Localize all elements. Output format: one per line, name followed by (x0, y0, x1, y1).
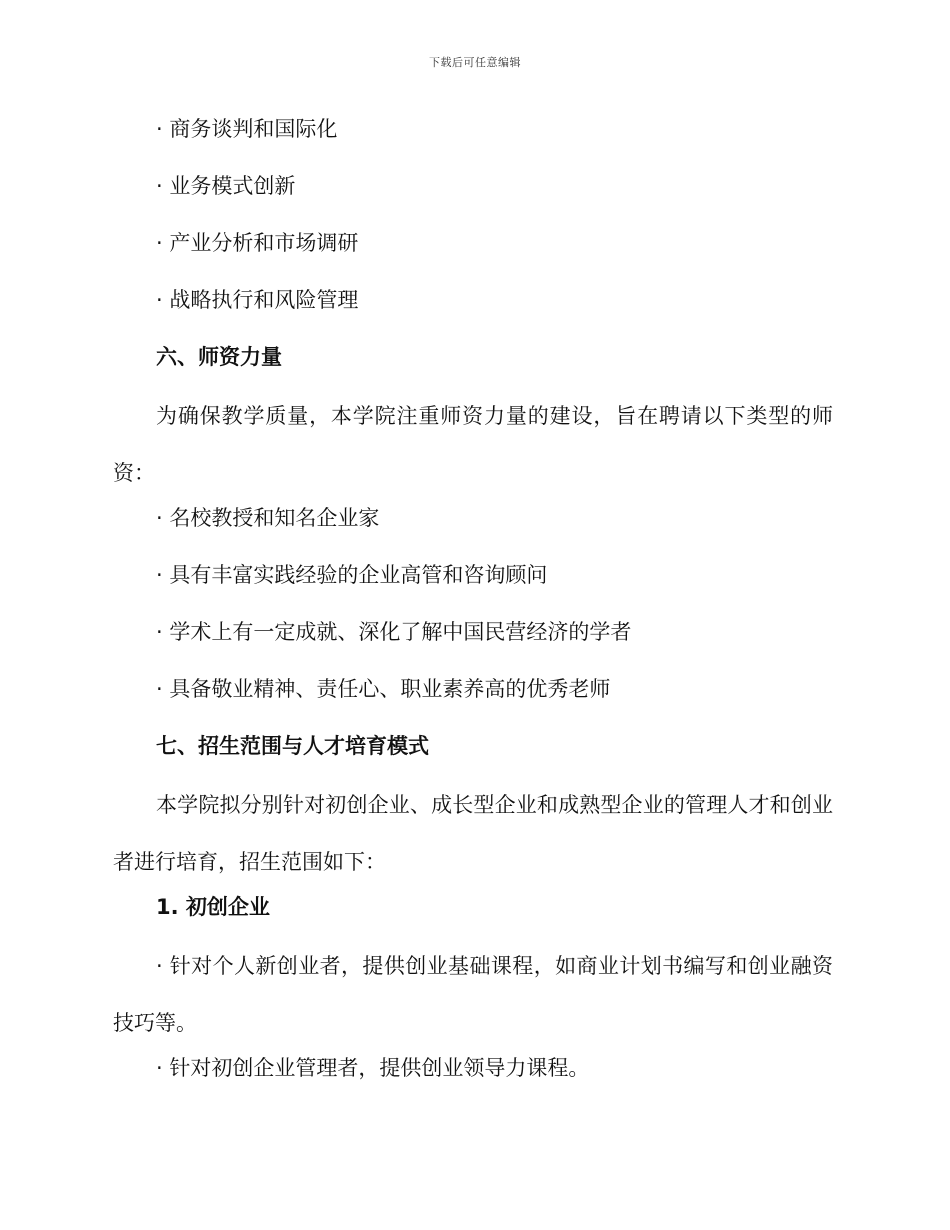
page-header: 下载后可任意编辑 (429, 56, 521, 69)
subheading-startup: 1. 初创企业 (156, 895, 270, 919)
paragraph-faculty: 为确保教学质量，本学院注重师资力量的建设，旨在聘请以下类型的师资： (113, 404, 833, 485)
section-heading-enrollment: 七、招生范围与人才培育模式 (156, 734, 429, 758)
list-item: · 产业分析和市场调研 (156, 231, 359, 255)
paragraph-startup-founders: · 针对个人新创业者，提供创业基础课程，如商业计划书编写和创业融资技巧等。 (113, 954, 833, 1035)
list-item: · 业务模式创新 (156, 174, 296, 198)
list-item: · 名校教授和知名企业家 (156, 506, 380, 530)
list-item: · 商务谈判和国际化 (156, 117, 338, 141)
section-heading-faculty: 六、师资力量 (156, 345, 282, 369)
list-item: · 战略执行和风险管理 (156, 288, 359, 312)
paragraph-startup-managers: · 针对初创企业管理者，提供创业领导力课程。 (156, 1056, 590, 1080)
list-item: · 具有丰富实践经验的企业高管和咨询顾问 (156, 563, 548, 587)
list-item: · 具备敬业精神、责任心、职业素养高的优秀老师 (156, 677, 611, 701)
list-item: · 学术上有一定成就、深化了解中国民营经济的学者 (156, 620, 632, 644)
paragraph-enrollment: 本学院拟分别针对初创企业、成长型企业和成熟型企业的管理人才和创业者进行培育，招生范围如下： (113, 793, 833, 874)
